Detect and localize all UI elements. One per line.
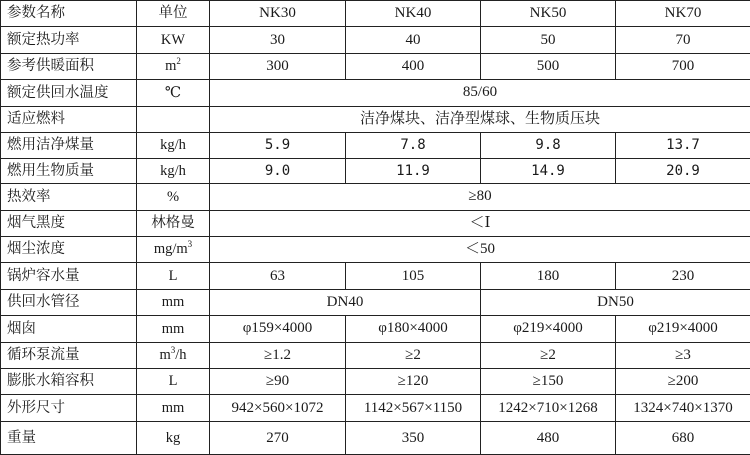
row-unit: ℃ [137,80,210,106]
table-row [1,210,750,236]
cell-value-merged: ＜Ⅰ [210,210,750,236]
row-label: 重量 [1,422,137,455]
table-row [1,289,750,315]
header-model-nk70: NK70 [616,1,750,27]
row-unit [137,237,210,263]
cell-value: 230 [616,263,750,289]
cell-value: 350 [346,422,481,455]
cell-value: 500 [481,53,616,79]
cell-value: 1142×567×1150 [346,395,481,422]
row-unit: mm [137,316,210,342]
row-label: 燃用洁净煤量 [1,133,137,159]
row-label: 循环泵流量 [1,342,137,368]
unit-base: m [159,347,171,364]
header-param-name: 参数名称 [1,1,137,27]
cell-value: 480 [481,422,616,455]
row-unit: 林格曼 [137,210,210,236]
table-row [1,263,750,289]
cell-value: 270 [210,422,346,455]
cell-value-merged: ＜50 [210,237,750,263]
cell-value: ≥200 [616,369,750,395]
row-label: 额定热功率 [1,27,137,53]
row-label: 烟气黑度 [1,210,137,236]
cell-value-merged: 85/60 [210,80,750,106]
table-row [1,395,750,422]
table-row [1,53,750,79]
cell-value: ≥1.2 [210,342,346,368]
row-label: 烟囱 [1,316,137,342]
cell-value: 180 [481,263,616,289]
cell-value: ≥90 [210,369,346,395]
cell-value: 30 [210,27,346,53]
cell-value: 40 [346,27,481,53]
row-unit: L [137,369,210,395]
cell-value-merged: 洁净煤块、洁净型煤球、生物质压块 [210,106,750,132]
row-unit [137,342,210,368]
row-unit: mm [137,395,210,422]
row-label: 热效率 [1,184,137,210]
cell-value: 400 [346,53,481,79]
header-unit: 单位 [137,1,210,27]
cell-value: φ219×4000 [616,316,750,342]
row-unit: kg/h [137,133,210,159]
cell-value: 1242×710×1268 [481,395,616,422]
table-row [1,27,750,53]
row-unit: KW [137,27,210,53]
cell-value: 7.8 [346,133,481,159]
table-row [1,184,750,210]
cell-value-merged: ≥80 [210,184,750,210]
row-label: 额定供回水温度 [1,80,137,106]
row-label: 膨胀水箱容积 [1,369,137,395]
cell-value: ≥2 [481,342,616,368]
table-row [1,316,750,342]
row-unit: L [137,263,210,289]
row-unit: kg/h [137,158,210,184]
cell-value: φ219×4000 [481,316,616,342]
table-row [1,158,750,184]
row-label: 供回水管径 [1,289,137,315]
table-row [1,237,750,263]
cell-value: 680 [616,422,750,455]
row-label: 锅炉容水量 [1,263,137,289]
cell-value: 13.7 [616,133,750,159]
row-unit: % [137,184,210,210]
cell-value-merged: DN40 [210,289,481,315]
row-unit [137,106,210,132]
cell-value: ≥120 [346,369,481,395]
table-row [1,80,750,106]
cell-value: 9.0 [210,158,346,184]
cell-value: φ180×4000 [346,316,481,342]
row-label: 燃用生物质量 [1,158,137,184]
table-row [1,369,750,395]
table-row [1,106,750,132]
cell-value: 942×560×1072 [210,395,346,422]
cell-value: φ159×4000 [210,316,346,342]
cell-value: 300 [210,53,346,79]
cell-value: 50 [481,27,616,53]
row-unit: kg [137,422,210,455]
table-row [1,422,750,455]
cell-value: ≥2 [346,342,481,368]
cell-value: 700 [616,53,750,79]
cell-value: ≥3 [616,342,750,368]
unit-tail: /h [175,347,187,364]
header-model-nk50: NK50 [481,1,616,27]
unit-superscript: 2 [176,56,181,67]
cell-value: 63 [210,263,346,289]
cell-value: 11.9 [346,158,481,184]
table-row [1,342,750,368]
row-label: 参考供暖面积 [1,53,137,79]
row-unit [137,53,210,79]
cell-value: 1324×740×1370 [616,395,750,422]
cell-value: ≥150 [481,369,616,395]
cell-value: 5.9 [210,133,346,159]
unit-superscript: 3 [170,345,176,356]
table-row [1,133,750,159]
row-unit: mm [137,289,210,315]
cell-value: 20.9 [616,158,750,184]
cell-value: 14.9 [481,158,616,184]
table-header-row [1,1,750,27]
header-model-nk30: NK30 [210,1,346,27]
cell-value: 70 [616,27,750,53]
unit-base: m [165,58,177,75]
row-label: 烟尘浓度 [1,237,137,263]
row-label: 适应燃料 [1,106,137,132]
cell-value: 9.8 [481,133,616,159]
cell-value: 105 [346,263,481,289]
unit-superscript: 3 [187,239,193,250]
row-label: 外形尺寸 [1,395,137,422]
header-model-nk40: NK40 [346,1,481,27]
cell-value-merged: DN50 [481,289,750,315]
unit-base: mg/m [153,241,188,258]
